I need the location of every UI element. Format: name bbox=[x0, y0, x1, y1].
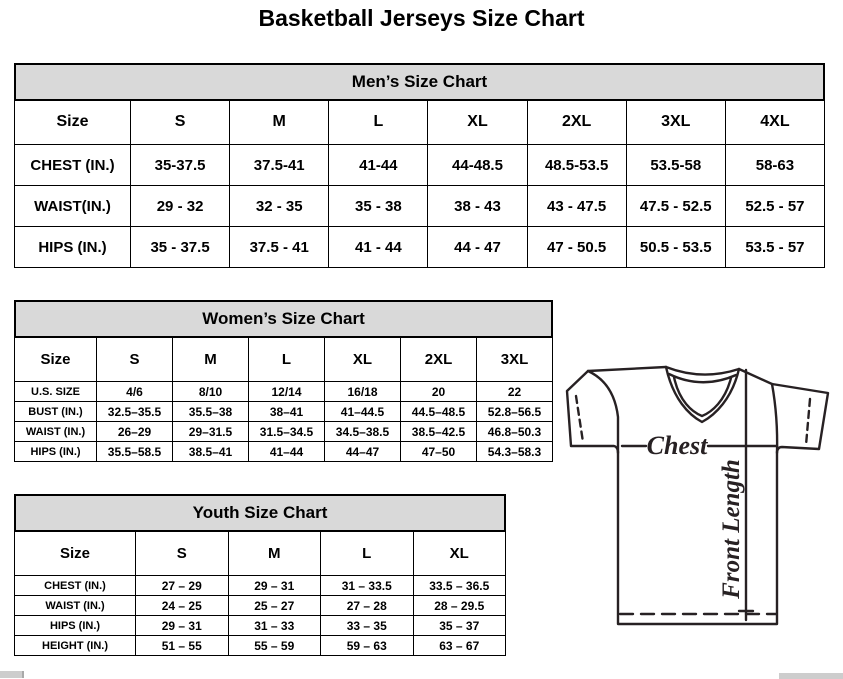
size-corner-header: Size bbox=[15, 337, 97, 382]
measurement-row-label: CHEST (IN.) bbox=[15, 576, 136, 596]
measurement-value-cell: 41–44 bbox=[249, 442, 325, 462]
jersey-collar-back-arc bbox=[666, 367, 739, 375]
measurement-row bbox=[15, 442, 553, 462]
horizontal-scrollbar-fragment-right[interactable] bbox=[779, 673, 843, 679]
measurement-row bbox=[15, 596, 506, 616]
measurement-row bbox=[15, 616, 506, 636]
youth-size-chart-header: Youth Size Chart bbox=[14, 494, 506, 532]
measurement-value-cell: 48.5-53.5 bbox=[527, 145, 626, 186]
size-header-row bbox=[15, 337, 553, 382]
measurement-row bbox=[15, 227, 825, 268]
measurement-value-cell: 47.5 - 52.5 bbox=[626, 186, 725, 227]
jersey-left-sleeve-seam bbox=[588, 371, 618, 453]
measurement-row-label: HIPS (IN.) bbox=[15, 227, 131, 268]
measurement-value-cell: 53.5 - 57 bbox=[725, 227, 824, 268]
measurement-value-cell: 35 - 37.5 bbox=[131, 227, 230, 268]
size-header-row bbox=[15, 531, 506, 576]
measurement-value-cell: 35.5–58.5 bbox=[97, 442, 173, 462]
size-column-header: L bbox=[329, 100, 428, 145]
measurement-value-cell: 50.5 - 53.5 bbox=[626, 227, 725, 268]
measurement-value-cell: 55 – 59 bbox=[228, 636, 321, 656]
measurement-row-label: U.S. SIZE bbox=[15, 382, 97, 402]
measurement-value-cell: 58-63 bbox=[725, 145, 824, 186]
measurement-value-cell: 31.5–34.5 bbox=[249, 422, 325, 442]
measurement-value-cell: 52.8–56.5 bbox=[477, 402, 553, 422]
measurement-value-cell: 28 – 29.5 bbox=[413, 596, 506, 616]
measurement-value-cell: 26–29 bbox=[97, 422, 173, 442]
measurement-value-cell: 38.5–42.5 bbox=[401, 422, 477, 442]
womens-size-table bbox=[14, 336, 553, 462]
size-header-row bbox=[15, 100, 825, 145]
measurement-row bbox=[15, 186, 825, 227]
measurement-value-cell: 4/6 bbox=[97, 382, 173, 402]
size-column-header: XL bbox=[325, 337, 401, 382]
measurement-row bbox=[15, 422, 553, 442]
measurement-row bbox=[15, 576, 506, 596]
womens-size-table-container bbox=[14, 336, 553, 462]
measurement-value-cell: 41-44 bbox=[329, 145, 428, 186]
measurement-value-cell: 43 - 47.5 bbox=[527, 186, 626, 227]
measurement-value-cell: 51 – 55 bbox=[136, 636, 229, 656]
measurement-row-label: WAIST (IN.) bbox=[15, 422, 97, 442]
measurement-value-cell: 31 – 33.5 bbox=[321, 576, 414, 596]
measurement-row-label: HEIGHT (IN.) bbox=[15, 636, 136, 656]
measurement-value-cell: 34.5–38.5 bbox=[325, 422, 401, 442]
measurement-value-cell: 41 - 44 bbox=[329, 227, 428, 268]
measurement-value-cell: 41–44.5 bbox=[325, 402, 401, 422]
size-column-header: L bbox=[321, 531, 414, 576]
measurement-value-cell: 35 - 38 bbox=[329, 186, 428, 227]
size-column-header: S bbox=[97, 337, 173, 382]
size-column-header: M bbox=[230, 100, 329, 145]
measurement-row-label: HIPS (IN.) bbox=[15, 442, 97, 462]
measurement-row bbox=[15, 382, 553, 402]
measurement-value-cell: 25 – 27 bbox=[228, 596, 321, 616]
jersey-left-cuff-dashes bbox=[576, 396, 583, 442]
mens-size-chart-header: Men’s Size Chart bbox=[14, 63, 825, 101]
measurement-value-cell: 38 - 43 bbox=[428, 186, 527, 227]
size-column-header: S bbox=[136, 531, 229, 576]
chest-label: Chest bbox=[646, 431, 708, 460]
measurement-value-cell: 33.5 – 36.5 bbox=[413, 576, 506, 596]
measurement-value-cell: 44-48.5 bbox=[428, 145, 527, 186]
jersey-measurement-diagram bbox=[556, 357, 843, 635]
size-corner-header: Size bbox=[15, 100, 131, 145]
measurement-value-cell: 20 bbox=[401, 382, 477, 402]
measurement-value-cell: 22 bbox=[477, 382, 553, 402]
measurement-value-cell: 27 – 28 bbox=[321, 596, 414, 616]
measurement-value-cell: 32.5–35.5 bbox=[97, 402, 173, 422]
size-column-header: M bbox=[173, 337, 249, 382]
measurement-value-cell: 35 – 37 bbox=[413, 616, 506, 636]
measurement-value-cell: 35-37.5 bbox=[131, 145, 230, 186]
measurement-value-cell: 47 - 50.5 bbox=[527, 227, 626, 268]
size-column-header: XL bbox=[413, 531, 506, 576]
size-column-header: L bbox=[249, 337, 325, 382]
measurement-row bbox=[15, 402, 553, 422]
youth-size-chart-section bbox=[14, 494, 506, 656]
youth-size-table-container bbox=[14, 530, 506, 656]
mens-size-table bbox=[14, 99, 825, 268]
measurement-value-cell: 33 – 35 bbox=[321, 616, 414, 636]
womens-size-chart-header: Women’s Size Chart bbox=[14, 300, 553, 338]
jersey-diagram-svg bbox=[556, 357, 843, 635]
measurement-value-cell: 35.5–38 bbox=[173, 402, 249, 422]
measurement-value-cell: 47–50 bbox=[401, 442, 477, 462]
measurement-value-cell: 31 – 33 bbox=[228, 616, 321, 636]
measurement-row-label: BUST (IN.) bbox=[15, 402, 97, 422]
measurement-row-label: HIPS (IN.) bbox=[15, 616, 136, 636]
measurement-value-cell: 44–47 bbox=[325, 442, 401, 462]
measurement-value-cell: 32 - 35 bbox=[230, 186, 329, 227]
measurement-row-label: CHEST (IN.) bbox=[15, 145, 131, 186]
womens-size-chart-section bbox=[14, 300, 553, 462]
measurement-value-cell: 63 – 67 bbox=[413, 636, 506, 656]
size-column-header: 2XL bbox=[401, 337, 477, 382]
measurement-value-cell: 54.3–58.3 bbox=[477, 442, 553, 462]
measurement-value-cell: 46.8–50.3 bbox=[477, 422, 553, 442]
measurement-value-cell: 29–31.5 bbox=[173, 422, 249, 442]
measurement-value-cell: 59 – 63 bbox=[321, 636, 414, 656]
measurement-row bbox=[15, 145, 825, 186]
horizontal-scrollbar-fragment-left[interactable] bbox=[0, 671, 24, 678]
measurement-row-label: WAIST (IN.) bbox=[15, 596, 136, 616]
measurement-value-cell: 37.5 - 41 bbox=[230, 227, 329, 268]
front-length-label: Front Length bbox=[718, 459, 745, 599]
mens-size-table-container bbox=[14, 99, 825, 268]
size-column-header: M bbox=[228, 531, 321, 576]
measurement-value-cell: 44.5–48.5 bbox=[401, 402, 477, 422]
measurement-value-cell: 29 - 32 bbox=[131, 186, 230, 227]
measurement-value-cell: 52.5 - 57 bbox=[725, 186, 824, 227]
jersey-right-sleeve-seam bbox=[772, 384, 777, 453]
measurement-value-cell: 27 – 29 bbox=[136, 576, 229, 596]
measurement-value-cell: 24 – 25 bbox=[136, 596, 229, 616]
measurement-value-cell: 44 - 47 bbox=[428, 227, 527, 268]
measurement-row-label: WAIST(IN.) bbox=[15, 186, 131, 227]
mens-size-chart-section bbox=[14, 63, 825, 268]
measurement-value-cell: 8/10 bbox=[173, 382, 249, 402]
page-title: Basketball Jerseys Size Chart bbox=[258, 5, 585, 31]
measurement-value-cell: 53.5-58 bbox=[626, 145, 725, 186]
measurement-row bbox=[15, 636, 506, 656]
size-column-header: 2XL bbox=[527, 100, 626, 145]
jersey-body-outline bbox=[567, 367, 828, 624]
size-column-header: 3XL bbox=[477, 337, 553, 382]
size-column-header: XL bbox=[428, 100, 527, 145]
measurement-value-cell: 37.5-41 bbox=[230, 145, 329, 186]
youth-size-table bbox=[14, 530, 506, 656]
measurement-value-cell: 38.5–41 bbox=[173, 442, 249, 462]
size-column-header: S bbox=[131, 100, 230, 145]
measurement-value-cell: 12/14 bbox=[249, 382, 325, 402]
measurement-value-cell: 16/18 bbox=[325, 382, 401, 402]
measurement-value-cell: 38–41 bbox=[249, 402, 325, 422]
size-column-header: 3XL bbox=[626, 100, 725, 145]
measurement-value-cell: 29 – 31 bbox=[136, 616, 229, 636]
size-column-header: 4XL bbox=[725, 100, 824, 145]
size-corner-header: Size bbox=[15, 531, 136, 576]
jersey-right-cuff-dashes bbox=[806, 399, 810, 445]
measurement-value-cell: 29 – 31 bbox=[228, 576, 321, 596]
